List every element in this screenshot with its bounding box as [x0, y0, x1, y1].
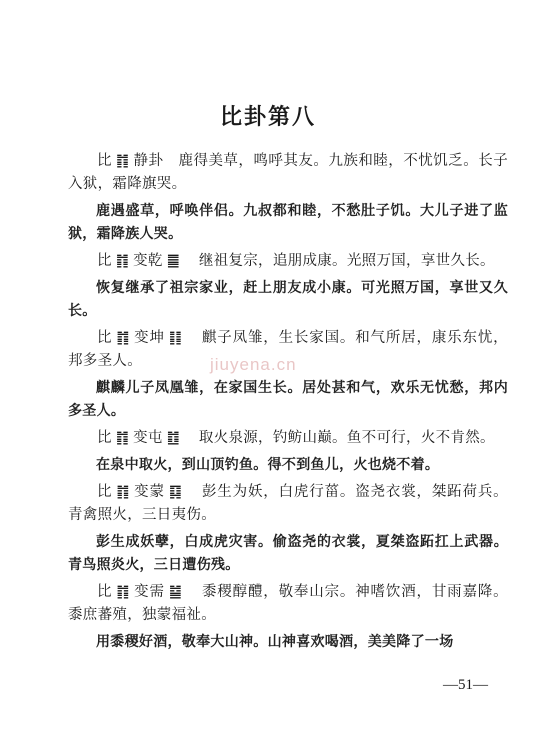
paragraph-text: 用黍稷好酒，敬奉大山神。山神喜欢喝酒，美美降了一场 — [96, 634, 454, 650]
gua-name: 比 — [97, 430, 112, 446]
hexagram-symbol: ䷂ — [166, 430, 181, 446]
variant-label: 变需 — [134, 584, 165, 600]
gua-name: 比 — [97, 253, 112, 269]
paragraph-text: 继祖复宗，追朋成康。光照万国，享世久长。 — [184, 253, 495, 269]
page-number: —51— — [443, 677, 488, 693]
verse-paragraph — [68, 250, 508, 273]
paragraph-text: 恢复继承了祖宗家业，赶上朋友成小康。可光照万国，享世又久长。 — [68, 280, 508, 319]
paragraph-text: 麒子凤雏，生长家国。和气所居，康乐东忧，邦多圣人。 — [68, 330, 508, 369]
hexagram-symbol: ䷇ — [115, 253, 130, 269]
variant-label: 变屯 — [133, 430, 163, 446]
verse-paragraph — [68, 481, 508, 527]
paragraph-text: 黍稷醇醴，敬奉山宗。神嗜饮酒，甘雨嘉降。黍庶蕃殖，独蒙福祉。 — [68, 584, 508, 623]
hexagram-symbol: ䷀ — [166, 253, 181, 269]
gua-name: 比 — [97, 484, 113, 500]
hexagram-symbol: ䷇ — [116, 153, 130, 169]
verse-paragraph — [68, 581, 508, 627]
translation-paragraph — [68, 454, 508, 477]
verse-paragraph — [68, 150, 508, 196]
variant-label: 变坤 — [134, 330, 165, 346]
paragraph-text: 鹿遇盛草，呼唤伴侣。九叔都和睦，不愁肚子饥。大儿子进了监狱，霜降族人哭。 — [68, 203, 508, 242]
hexagram-symbol: ䷇ — [116, 484, 131, 500]
paragraph-text: 鹿得美草，鸣呼其友。九族和睦，不忧饥乏。长子入狱，霜降旗哭。 — [68, 153, 508, 192]
translation-paragraph — [68, 377, 508, 423]
watermark: jiuyena.cn — [210, 355, 297, 374]
hexagram-symbol: ䷃ — [168, 484, 183, 500]
variant-label: 静卦 — [133, 153, 164, 169]
paragraph-text: 彭生为妖，白虎行菑。盗尧衣裳，桀跖荷兵。青禽照火，三日夷伤。 — [68, 484, 508, 523]
hexagram-symbol: ䷄ — [168, 584, 183, 600]
hexagram-symbol: ䷇ — [116, 584, 131, 600]
hexagram-symbol: ䷇ — [116, 330, 131, 346]
variant-label: 变蒙 — [134, 484, 165, 500]
gua-name: 比 — [97, 584, 113, 600]
translation-paragraph — [68, 200, 508, 246]
verse-paragraph — [68, 427, 508, 450]
gua-name: 比 — [97, 330, 113, 346]
paragraph-text: 彭生成妖孽，白成虎灾害。偷盗尧的衣裳，夏桀盗跖扛上武器。青鸟照炎火，三日遭伤残。 — [68, 534, 508, 573]
paragraph-text: 取火泉源，钓鲂山巅。鱼不可行，火不肯然。 — [184, 430, 495, 446]
hexagram-symbol: ䷇ — [115, 430, 130, 446]
translation-paragraph — [68, 277, 508, 323]
variant-label: 变乾 — [133, 253, 163, 269]
page-title: 比卦第八 — [219, 104, 316, 130]
translation-paragraph — [68, 531, 508, 577]
translation-paragraph — [68, 631, 508, 654]
text-body — [68, 150, 508, 658]
paragraph-text: 在泉中取火，到山顶钓鱼。得不到鱼儿，火也烧不着。 — [96, 457, 440, 473]
paragraph-text: 麒麟儿子凤凰雏，在家国生长。居处甚和气，欢乐无忧愁，邦内多圣人。 — [68, 380, 508, 419]
gua-name: 比 — [97, 153, 112, 169]
hexagram-symbol: ䷁ — [168, 330, 183, 346]
